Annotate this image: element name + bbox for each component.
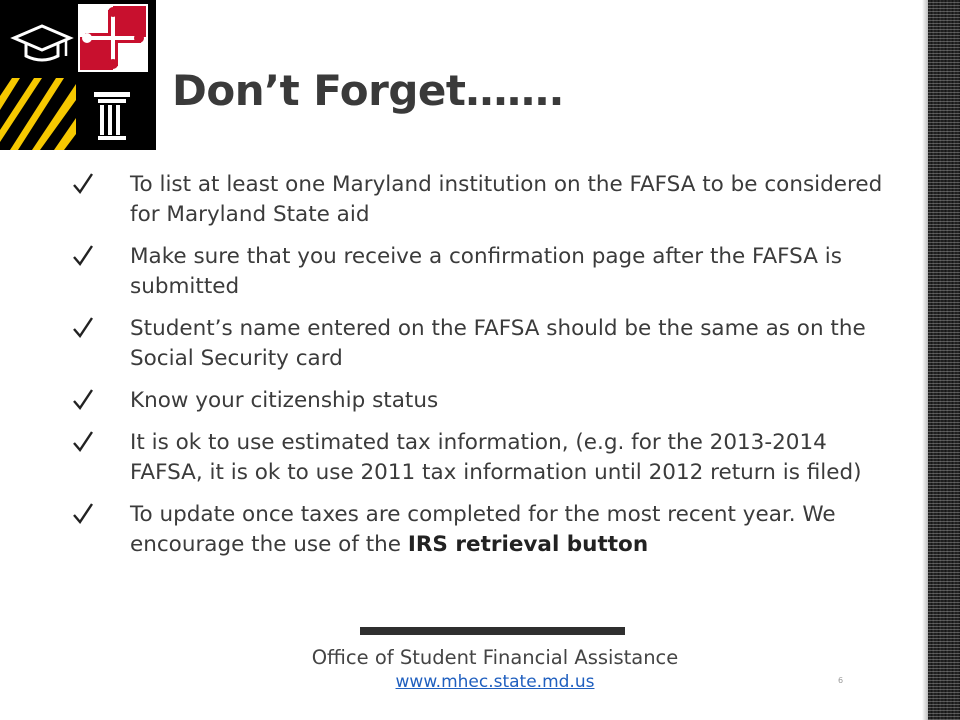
page-number: 6 [838,676,844,685]
crossland-quadrant [78,4,148,72]
list-item [66,170,896,230]
office-name: Office of Student Financial Assistance [311,646,679,669]
checkmark-icon [72,316,94,340]
list-item-text: It is ok to use estimated tax information, (e.g. for the 2013-2014 FAFSA, it is ok to use 2011 tax information until 2012 return is filed) [130,430,862,485]
list-item-text: Student’s name entered on the FAFSA should be the same as on the Social Security card [130,316,866,371]
calvert-quadrant [0,78,76,150]
textured-right-edge [928,0,960,720]
slide-title: Don’t Forget……. [172,66,564,115]
list-item [66,242,896,302]
list-item [66,500,896,560]
checklist [66,170,896,560]
checkmark-icon [72,172,94,196]
list-item-text: To list at least one Maryland institution on the FAFSA to be considered for Maryland State aid [130,172,883,227]
maryland-flag-logo [0,0,156,150]
checkmark-icon [72,388,94,412]
list-item-text: Make sure that you receive a confirmation page after the FAFSA is submitted [130,244,842,299]
website-link[interactable]: www.mhec.state.md.us [395,672,595,692]
list-item [66,386,896,416]
footer-divider [360,627,625,635]
list-item [66,428,896,488]
checkmark-icon [72,430,94,454]
list-item-text: To update once taxes are completed for the most recent year. We encourage the use of the [130,502,836,557]
irs-retrieval-emphasis: IRS retrieval button [407,532,649,557]
checkmark-icon [72,502,94,526]
list-item [66,314,896,374]
checkmark-icon [72,244,94,268]
list-item-text: Know your citizenship status [130,388,439,413]
